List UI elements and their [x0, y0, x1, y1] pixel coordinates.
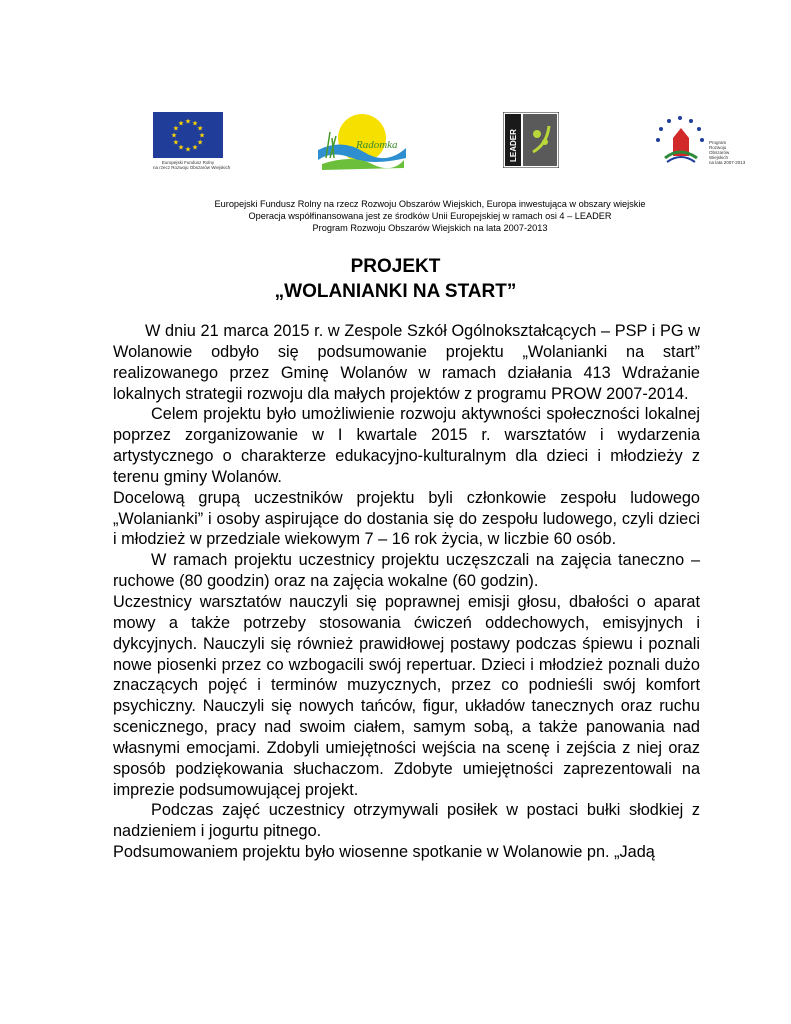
paragraph-6: Podczas zajęć uczestnicy otrzymywali posiłek w postaci bułki słodkiej z nadzieniem i jogurtu pitnego. [113, 801, 700, 841]
eu-star: ★ [177, 144, 185, 152]
article-body [113, 321, 700, 863]
eu-logo-caption [153, 160, 231, 170]
prow-caption-line-2: Rozwoju [709, 145, 727, 150]
paragraph-7: Podsumowaniem projektu było wiosenne spotkanie w Wolanowie pn. „Jadą [113, 843, 655, 862]
eu-flag-icon [153, 112, 223, 158]
leader-logo [503, 112, 559, 168]
funding-line-1: Europejski Fundusz Rolny na rzecz Rozwoju Obszarów Wiejskich, Europa inwestująca w obszary wiejskie [214, 199, 646, 209]
prow-logo-caption [709, 140, 745, 165]
prow-caption-line-4: Wiejskich [709, 155, 729, 160]
prow-caption-line-1: Program [709, 140, 727, 145]
eu-star: ★ [170, 132, 178, 140]
leader-icon [503, 112, 559, 168]
paragraph-4: W ramach projektu uczestnicy projektu uczęszczali na zajęcia taneczno – ruchowe (80 goodzin) oraz na zajęcia wokalne (60 godzin). [113, 551, 700, 591]
title-line-1: PROJEKT [350, 256, 441, 277]
radomka-sun-icon [312, 108, 408, 172]
funding-line-3: Program Rozwoju Obszarów Wiejskich na lata 2007-2013 [312, 223, 548, 233]
logo-strip [0, 108, 791, 172]
prow-caption-line-3: Obszarów [709, 150, 730, 155]
eu-star: ★ [177, 120, 185, 128]
eu-star: ★ [191, 144, 199, 152]
page-title [0, 254, 791, 304]
paragraph-2: Celem projektu było umożliwienie rozwoju aktywności społeczności lokalnej poprzez zorganizowanie w I kwartale 2015 r. warsztatów i wydarzenia artystycznego o charakterze edukacyjno-kulturalnym dla dzieci i młodzieży z terenu gminy Wolanów. [113, 405, 700, 486]
eu-caption-line-2: na rzecz Rozwoju Obszarów Wiejskich [153, 165, 231, 170]
radomka-logo-text: Radomka [356, 139, 398, 151]
eu-star: ★ [172, 125, 180, 133]
funding-notice [150, 198, 710, 234]
title-line-2: „WOLANIANKI NA START” [274, 281, 517, 302]
eu-star: ★ [191, 120, 199, 128]
leader-logo-text: LEADER [509, 129, 518, 162]
funding-line-2: Operacja współfinansowana jest ze środków Unii Europejskiej w ramach osi 4 – LEADER [248, 211, 612, 221]
prow-emblem-icon [651, 112, 709, 164]
eu-star: ★ [196, 125, 204, 133]
paragraph-5: Uczestnicy warsztatów nauczyli się poprawnej emisji głosu, dbałości o aparat mowy a także potrzeby stosowania ćwiczeń oddechowych, emisyjnych i dykcyjnych. Nauczyli się również prawidłowej postawy podczas śpiewu i poznali nowe piosenki przez co wzbogacili swój repertuar. Dzieci i młodzież poznali dużo znaczących pojęć i terminów muzycznych, przez co podnieśli swój komfort psychiczny. Nauczyli się nowych tańców, figur, układów tanecznych oraz ruchu scenicznego, pracy nad swoim ciałem, samym sobą, a także panowania nad własnymi emocjami. Zdobyli umiejętności wejścia na scenę i zejścia z niej oraz sposób podziękowania słuchaczom. Zdobyte umiejętności zaprezentowali na imprezie podsumowującej projekt. [113, 592, 700, 799]
eu-star: ★ [184, 146, 192, 154]
eu-star: ★ [184, 118, 192, 126]
radomka-logo [312, 108, 408, 172]
eu-star: ★ [198, 132, 206, 140]
prow-caption-line-5: na lata 2007-2013 [709, 160, 746, 165]
paragraph-3: Docelową grupą uczestników projektu byli członkowie zespołu ludowego „Wolanianki” i osoby aspirujące do dostania się do zespołu ludowego, czyli dzieci i młodzież w przedziale wiekowym 7 – 16 rok życia, w liczbie 60 osób. [113, 488, 700, 549]
eu-flag-logo [153, 112, 231, 170]
eu-star: ★ [196, 139, 204, 147]
eu-star: ★ [172, 139, 180, 147]
eu-caption-line-1: Europejski Fundusz Rolny [161, 160, 215, 165]
prow-logo [651, 112, 746, 165]
paragraph-1: W dniu 21 marca 2015 r. w Zespole Szkół Ogólnokształcących – PSP i PG w Wolanowie odbyło się podsumowanie projektu „Wolanianki na start” realizowanego przez Gminę Wolanów w ramach działania 413 Wdrażanie lokalnych strategii rozwoju dla małych projektów z programu PROW 2007-2014. [113, 322, 700, 403]
